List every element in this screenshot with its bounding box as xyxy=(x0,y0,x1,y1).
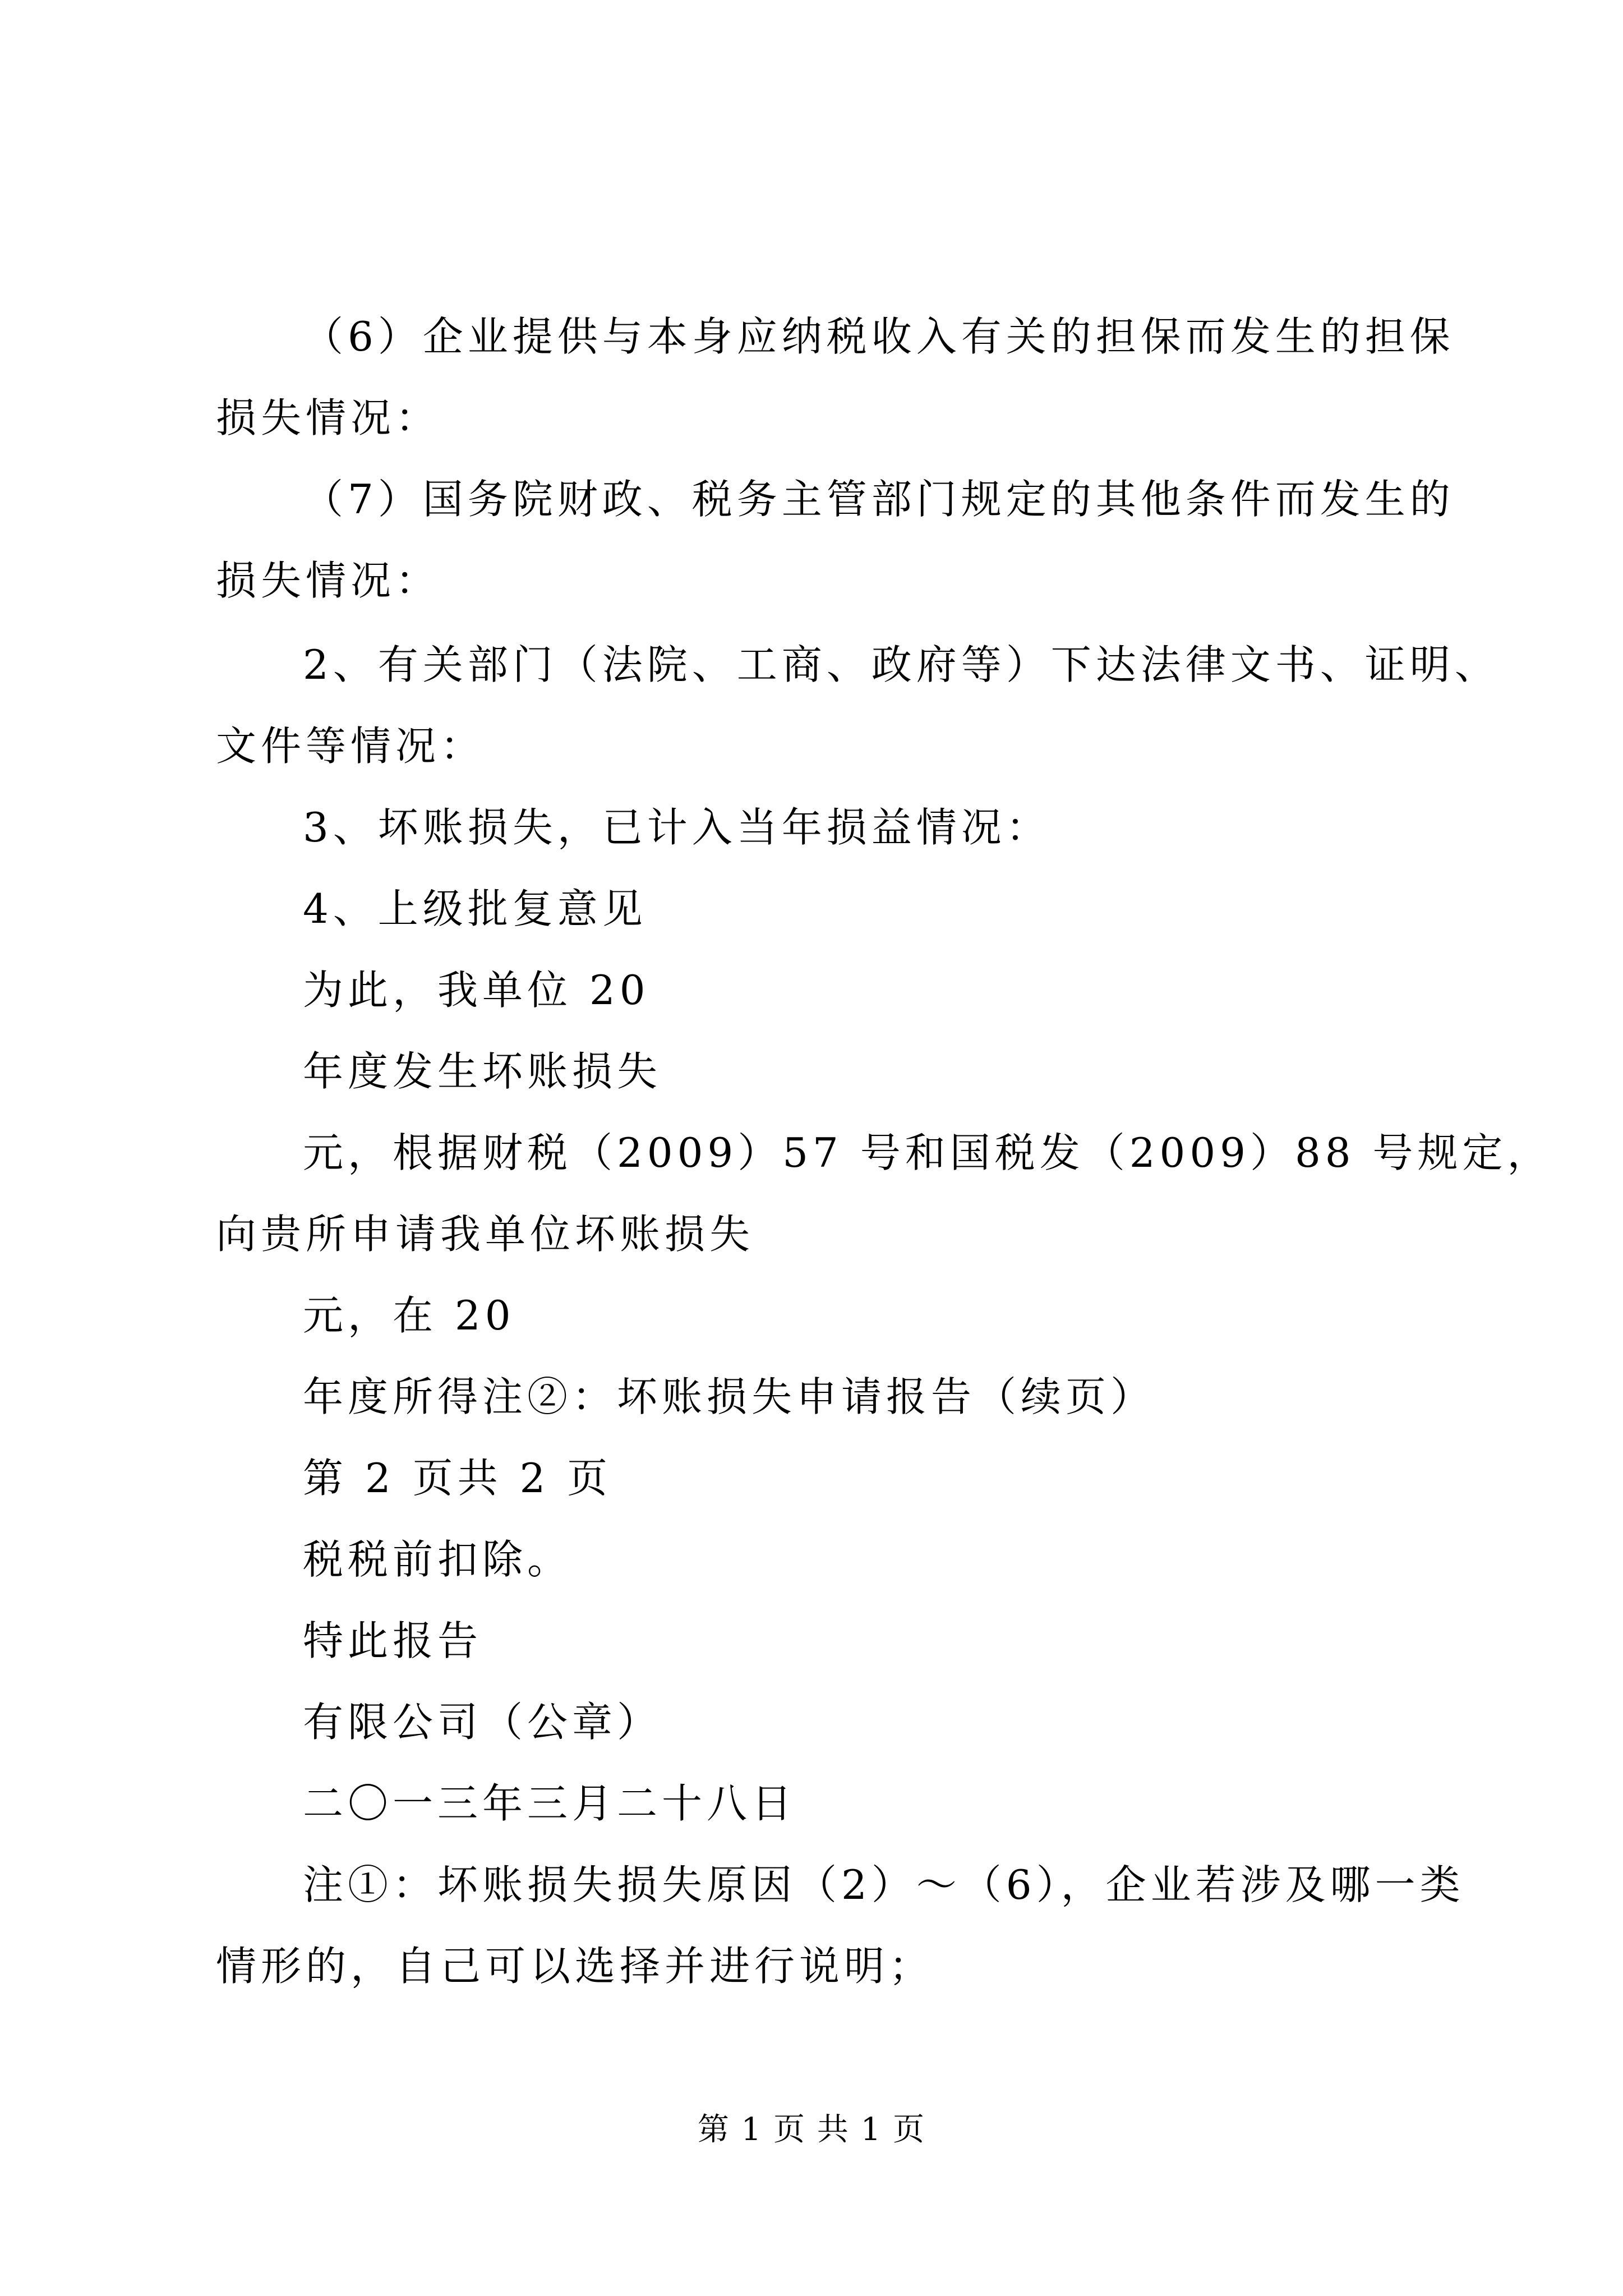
paragraph-line-condition-7-cont: 损失情况： xyxy=(216,557,441,604)
paragraph-line-deduction: 税税前扣除。 xyxy=(303,1536,573,1583)
signature-date: 二〇一三年三月二十八日 xyxy=(303,1780,797,1827)
paragraph-line-closing: 特此报告 xyxy=(303,1617,483,1664)
paragraph-line-inner-page-number: 第 2 页共 2 页 xyxy=(303,1455,612,1502)
paragraph-line-continued-note: 年度所得注②：坏账损失申请报告（续页） xyxy=(303,1373,1156,1420)
note-line-1-cont: 情形的，自己可以选择并进行说明； xyxy=(216,1943,934,1990)
page-footer: 第 1 页 共 1 页 xyxy=(697,2111,926,2148)
paragraph-line-year-loss: 年度发生坏账损失 xyxy=(303,1048,662,1095)
paragraph-line-item-3: 3、坏账损失，已计入当年损益情况： xyxy=(303,804,1051,851)
paragraph-line-item-2: 2、有关部门（法院、工商、政府等）下达法律文书、证明、 xyxy=(303,641,1500,688)
note-line-1: 注①：坏账损失损失原因（2）～（6），企业若涉及哪一类 xyxy=(303,1861,1465,1908)
paragraph-line-condition-6-cont: 损失情况： xyxy=(216,394,441,441)
paragraph-line-condition-7: （7）国务院财政、税务主管部门规定的其他条件而发生的 xyxy=(303,476,1455,523)
paragraph-line-item-4: 4、上级批复意见 xyxy=(303,885,647,932)
paragraph-line-application: 向贵所申请我单位坏账损失 xyxy=(216,1211,755,1258)
paragraph-line-amount-year: 元，在 20 xyxy=(303,1292,515,1339)
paragraph-line-therefore: 为此，我单位 20 xyxy=(303,967,650,1014)
paragraph-line-regulation: 元，根据财税（2009）57 号和国税发（2009）88 号规定， xyxy=(303,1129,1552,1176)
paragraph-line-condition-6: （6）企业提供与本身应纳税收入有关的担保而发生的担保 xyxy=(303,313,1455,360)
paragraph-line-item-2-cont: 文件等情况： xyxy=(216,723,486,770)
signature-company-seal: 有限公司（公章） xyxy=(303,1699,662,1746)
